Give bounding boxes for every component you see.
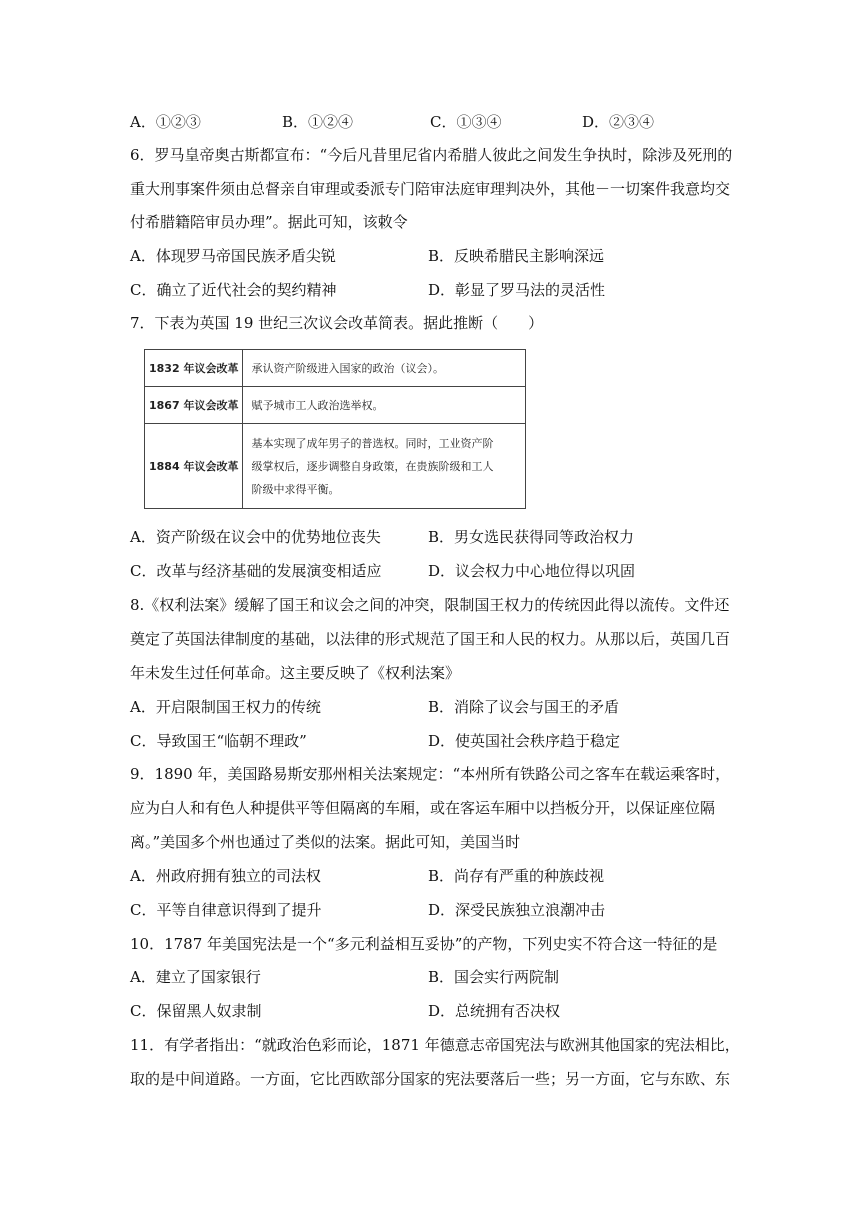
q6-option-a[interactable]: A．体现罗马帝国民族矛盾尖锐 xyxy=(130,247,336,265)
table-content-cell xyxy=(243,424,526,509)
q11-stem-line-1: 11．有学者指出：“就政治色彩而论，1871 年德意志帝国宪法与欧洲其他国家的宪法相比， xyxy=(130,1036,740,1054)
q8-stem-line-2: 奠定了英国法律制度的基础，以法律的形式规范了国王和人民的权力。从那以后，英国几百 xyxy=(130,630,731,648)
q9-stem-line-3: 离。”美国多个州也通过了类似的法案。据此可知，美国当时 xyxy=(130,833,521,851)
q6-stem-line-3: 付希腊籍陪审员办理”。据此可知，该敕令 xyxy=(130,213,408,231)
q7-stem: 7．下表为英国 19 世纪三次议会改革简表。据此推断（ ） xyxy=(130,314,544,332)
q9-option-c[interactable]: C．平等自律意识得到了提升 xyxy=(130,901,322,919)
q9-stem-line-2: 应为白人和有色人种提供平等但隔离的车厢，或在客运车厢中以挡板分开，以保证座位隔 xyxy=(130,799,716,817)
q10-stem: 10．1787 年美国宪法是一个“多元利益相互妥协”的产物，下列史实不符合这一特征的是 xyxy=(130,935,718,953)
table-year-cell: 1884 年议会改革 xyxy=(145,424,243,509)
table-content-line: 赋予城市工人政治选举权。 xyxy=(251,398,384,412)
q5-option-d[interactable]: D．②③④ xyxy=(582,113,655,131)
table-content-cell xyxy=(243,350,526,387)
table-row xyxy=(145,350,526,387)
q7-option-c[interactable]: C．改革与经济基础的发展演变相适应 xyxy=(130,562,382,580)
q9-options-row-2 xyxy=(130,900,740,920)
q10-option-c[interactable]: C．保留黑人奴隶制 xyxy=(130,1002,262,1020)
q6-stem-line-2: 重大刑事案件须由总督亲自审理或委派专门陪审法庭审理判决外，其他－一切案件我意均交 xyxy=(130,180,731,198)
q7-option-b[interactable]: B．男女选民获得同等政治权力 xyxy=(428,528,635,546)
q7-options-row-1 xyxy=(130,527,740,547)
q6-option-d[interactable]: D．彰显了罗马法的灵活性 xyxy=(428,281,606,299)
reform-table xyxy=(144,349,526,509)
q10-options-row-1 xyxy=(130,967,740,987)
q8-option-c[interactable]: C．导致国王“临朝不理政” xyxy=(130,732,307,750)
q6-stem-line-1: 6．罗马皇帝奥古斯都宣布：“今后凡昔里尼省内希腊人彼此之间发生争执时，除涉及死刑的 xyxy=(130,146,733,164)
q11-stem-line-2: 取的是中间道路。一方面，它比西欧部分国家的宪法要落后一些；另一方面，它与东欧、东 xyxy=(130,1070,731,1088)
q5-option-c[interactable]: C．①③④ xyxy=(430,113,502,131)
q9-option-b[interactable]: B．尚存有严重的种族歧视 xyxy=(428,867,605,885)
table-content-cell xyxy=(243,387,526,424)
q9-stem-line-1: 9．1890 年，美国路易斯安那州相关法案规定：“本州所有铁路公司之客车在载运乘客时， xyxy=(130,765,731,783)
q9-options-row-1 xyxy=(130,866,740,886)
q8-option-a[interactable]: A．开启限制国王权力的传统 xyxy=(130,698,321,716)
table-content-line: 级掌权后，逐步调整自身政策，在贵族阶级和工人 xyxy=(251,459,494,473)
table-content-line: 承认资产阶级进入国家的政治（议会）。 xyxy=(251,361,444,375)
q8-options-row-2 xyxy=(130,731,740,751)
q10-option-d[interactable]: D．总统拥有否决权 xyxy=(428,1002,561,1020)
q7-options-row-2 xyxy=(130,561,740,581)
q6-options-row-1 xyxy=(130,246,740,266)
table-content-line: 阶级中求得平衡。 xyxy=(251,482,340,496)
q7-option-a[interactable]: A．资产阶级在议会中的优势地位丧失 xyxy=(130,528,381,546)
q8-stem-line-3: 年未发生过任何革命。这主要反映了《权利法案》 xyxy=(130,664,461,682)
q9-option-a[interactable]: A．州政府拥有独立的司法权 xyxy=(130,867,321,885)
table-content-line: 基本实现了成年男子的普选权。同时，工业资产阶 xyxy=(251,436,494,450)
q6-option-b[interactable]: B．反映希腊民主影响深远 xyxy=(428,247,605,265)
q10-option-a[interactable]: A．建立了国家银行 xyxy=(130,968,261,986)
q8-stem-line-1: 8.《权利法案》缓解了国王和议会之间的冲突，限制国王权力的传统因此得以流传。文件还 xyxy=(130,596,730,614)
q5-options xyxy=(130,112,740,132)
q10-option-b[interactable]: B．国会实行两院制 xyxy=(428,968,560,986)
q6-option-c[interactable]: C．确立了近代社会的契约精神 xyxy=(130,281,337,299)
table-year-cell: 1832 年议会改革 xyxy=(145,350,243,387)
q8-options-row-1 xyxy=(130,697,740,717)
table-year-cell: 1867 年议会改革 xyxy=(145,387,243,424)
q10-options-row-2 xyxy=(130,1001,740,1021)
q5-option-b[interactable]: B．①②④ xyxy=(282,113,354,131)
q6-options-row-2 xyxy=(130,280,740,300)
q5-option-a[interactable]: A．①②③ xyxy=(130,113,201,131)
q8-option-d[interactable]: D．使英国社会秩序趋于稳定 xyxy=(428,732,621,750)
q9-option-d[interactable]: D．深受民族独立浪潮冲击 xyxy=(428,901,606,919)
q8-option-b[interactable]: B．消除了议会与国王的矛盾 xyxy=(428,698,620,716)
table-row xyxy=(145,424,526,509)
table-row xyxy=(145,387,526,424)
q7-option-d[interactable]: D．议会权力中心地位得以巩固 xyxy=(428,562,636,580)
